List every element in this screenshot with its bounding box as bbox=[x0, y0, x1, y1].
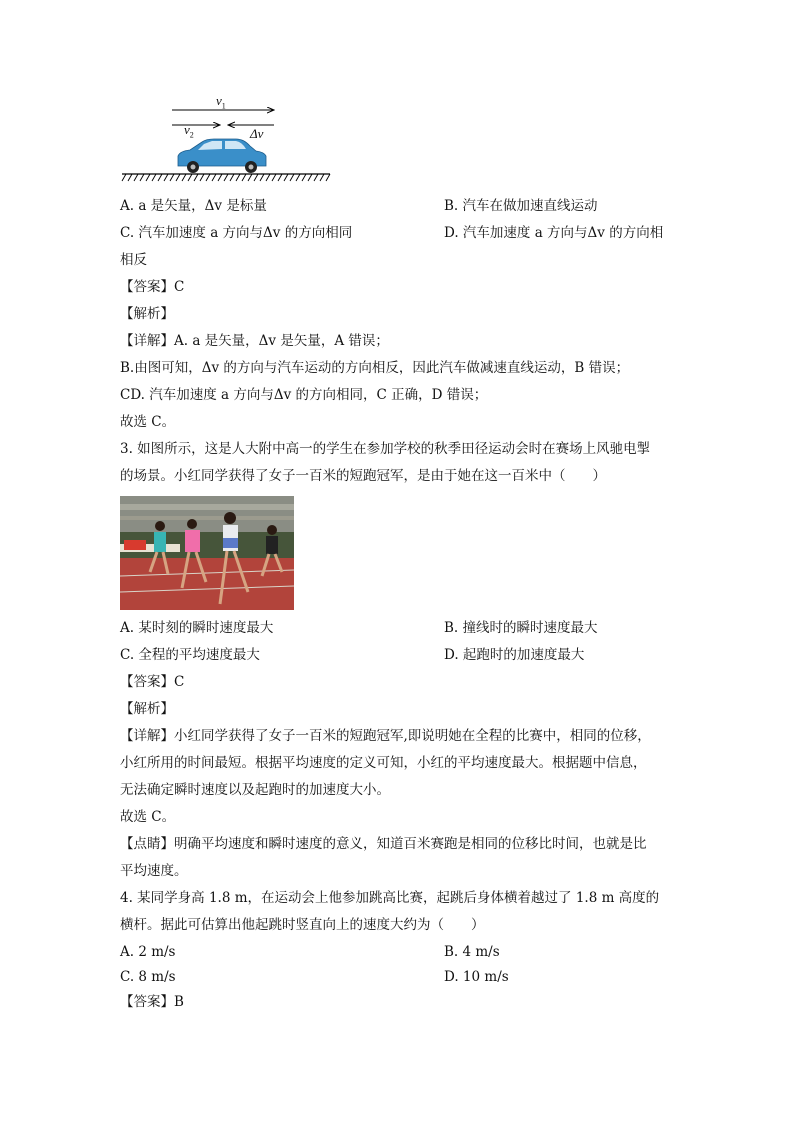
q3-option-c: C. 全程的平均速度最大 bbox=[120, 647, 260, 663]
q3-choose: 故选 C。 bbox=[120, 809, 176, 825]
q2-answer: 【答案】C bbox=[120, 279, 185, 295]
q3-answer: 【答案】C bbox=[120, 674, 185, 690]
v2-label: $v_2$ bbox=[184, 122, 194, 140]
q2-detail-line-1: 【详解】A. a 是矢量，Δv 是矢量，A 错误； bbox=[120, 333, 389, 349]
q3-option-b: B. 撞线时的瞬时速度最大 bbox=[444, 620, 598, 636]
q2-detail-line-3: CD. 汽车加速度 a 方向与Δv 的方向相同，C 正确，D 错误； bbox=[120, 387, 488, 403]
q3-analysis-heading: 【解析】 bbox=[120, 701, 174, 717]
q2-choose: 故选 C。 bbox=[120, 414, 176, 430]
q4-option-b: B. 4 m/s bbox=[444, 944, 500, 960]
q3-comment-line-2: 平均速度。 bbox=[120, 863, 188, 879]
q2-analysis-heading: 【解析】 bbox=[120, 306, 174, 322]
q2-option-b: B. 汽车在做加速直线运动 bbox=[444, 198, 598, 214]
q3-option-d: D. 起跑时的加速度最大 bbox=[444, 647, 585, 663]
q2-option-c: C. 汽车加速度 a 方向与Δv 的方向相同 bbox=[120, 225, 353, 241]
q4-stem-line-2: 横杆。据此可估算出他起跳时竖直向上的速度大约为（ ） bbox=[120, 917, 485, 933]
q2-option-d-continued: 相反 bbox=[120, 252, 147, 268]
q3-stem-line-1: 3. 如图所示，这是人大附中高一的学生在参加学校的秋季田径运动会时在赛场上风驰电掣 bbox=[120, 441, 651, 457]
q2-option-d: D. 汽车加速度 a 方向与Δv 的方向相 bbox=[444, 225, 664, 241]
q3-stem-line-2: 的场景。小红同学获得了女子一百米的短跑冠军，是由于她在这一百米中（ ） bbox=[120, 468, 606, 484]
q4-answer: 【答案】B bbox=[120, 994, 184, 1010]
q3-option-a: A. 某时刻的瞬时速度最大 bbox=[120, 620, 274, 636]
q4-stem-line-1: 4. 某同学身高 1.8 m，在运动会上他参加跳高比赛，起跳后身体横着越过了 1.8 m 高度的 bbox=[120, 890, 660, 906]
ground-hatch bbox=[122, 174, 330, 181]
q3-detail-line-3: 无法确定瞬时速度以及起跑时的加速度大小。 bbox=[120, 782, 390, 798]
dv-label: Δv bbox=[250, 126, 264, 141]
q4-option-a: A. 2 m/s bbox=[120, 944, 176, 960]
q4-option-c: C. 8 m/s bbox=[120, 969, 176, 985]
q3-detail-line-2: 小红所用的时间最短。根据平均速度的定义可知，小红的平均速度最大。根据题中信息， bbox=[120, 755, 647, 771]
runners-photo bbox=[120, 496, 294, 610]
car-velocity-figure bbox=[118, 88, 358, 188]
q3-comment-line-1: 【点睛】明确平均速度和瞬时速度的意义，知道百米赛跑是相同的位移比时间，也就是比 bbox=[120, 836, 647, 852]
v1-label: $v_1$ bbox=[216, 93, 226, 111]
q3-detail-line-1: 【详解】小红同学获得了女子一百米的短跑冠军,即说明她在全程的比赛中，相同的位移， bbox=[120, 728, 651, 744]
q2-detail-line-2: B.由图可知，Δv 的方向与汽车运动的方向相反，因此汽车做减速直线运动，B 错误； bbox=[120, 360, 630, 376]
car-icon bbox=[178, 139, 266, 173]
q4-option-d: D. 10 m/s bbox=[444, 969, 509, 985]
q2-option-a: A. a 是矢量，Δv 是标量 bbox=[120, 198, 267, 214]
